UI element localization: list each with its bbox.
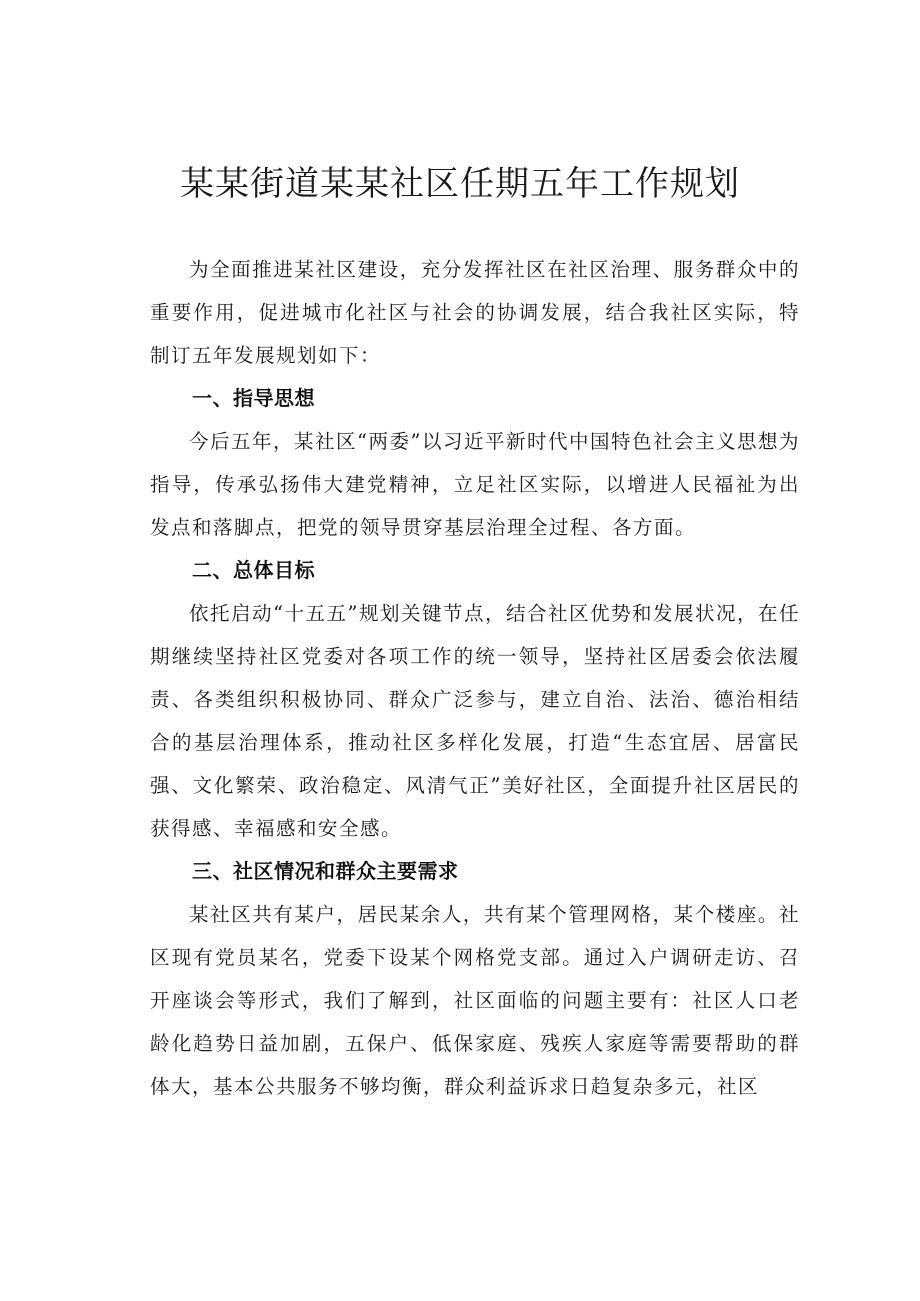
section-heading-community-situation: 三、社区情况和群众主要需求 — [192, 859, 459, 883]
section-heading-overall-goals: 二、总体目标 — [192, 558, 315, 582]
section-body-overall-goals: 依托启动“十五五”规划关键节点，结合社区优势和发展状况，在任期继续坚持社区党委对各项工作的统一领导，坚持社区居委会依法履责、各类组织积极协同、群众广泛参与，建立自治、法治、德治相结合的基层治理体系，推动社区多样化发展，打造“生态宜居、居富民强、文化繁荣、政治稳定、风清气正”美好社区，全面提升社区居民的获得感、幸福感和安全感。 — [150, 602, 800, 840]
document-title: 某某街道某某社区任期五年工作规划 — [180, 164, 740, 204]
intro-paragraph: 为全面推进某社区建设，充分发挥社区在社区治理、服务群众中的重要作用，促进城市化社区与社会的协调发展，结合我社区实际，特制订五年发展规划如下： — [150, 258, 800, 367]
section-body-guiding-ideology: 今后五年，某社区“两委”以习近平新时代中国特色社会主义思想为指导，传承弘扬伟大建党精神，立足社区实际，以增进人民福祉为出发点和落脚点，把党的领导贯穿基层治理全过程、各方面。 — [150, 430, 800, 539]
section-body-community-situation: 某社区共有某户，居民某余人，共有某个管理网格，某个楼座。社区现有党员某名，党委下设某个网格党支部。通过入户调研走访、召开座谈会等形式，我们了解到，社区面临的问题主要有：社区人口老龄化趋势日益加剧，五保户、低保家庭、残疾人家庭等需要帮助的群体大，基本公共服务不够均衡，群众利益诉求日趋复杂多元，社区 — [150, 903, 800, 1098]
document-body — [150, 248, 800, 1108]
section-heading-guiding-ideology: 一、指导思想 — [192, 386, 315, 410]
